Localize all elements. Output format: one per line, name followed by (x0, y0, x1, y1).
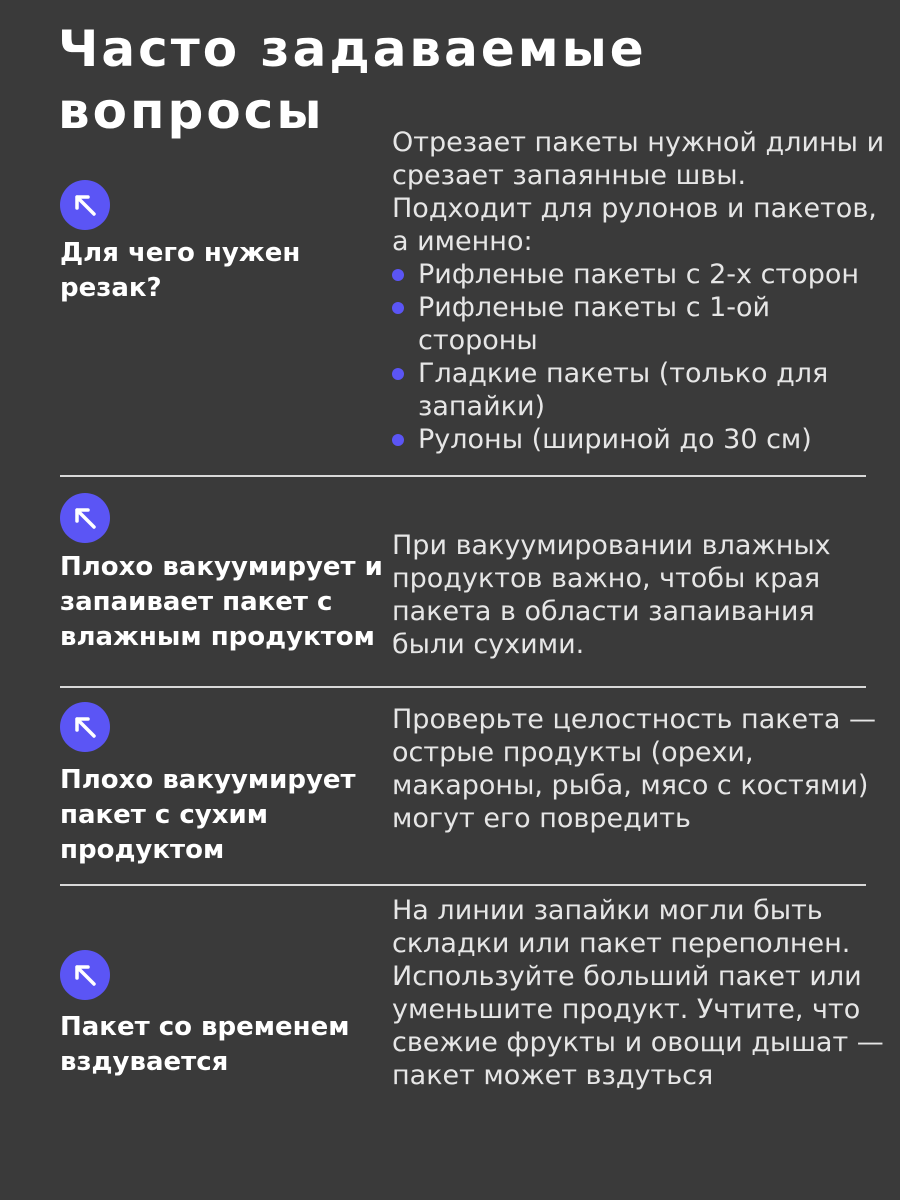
list-item: Рифленые пакеты с 2-х сторон (392, 258, 887, 291)
arrow-up-left-icon (60, 950, 110, 1000)
divider (60, 884, 866, 886)
faq-answer: При вакуумировании влажных продуктов важно, чтобы края пакета в области запаивания были сухими. (392, 530, 831, 660)
arrow-up-left-icon (60, 493, 110, 543)
faq-question: Плохо вакуумирует пакет с сухим продуктом (60, 765, 356, 865)
faq-question: Плохо вакуумирует и запаивает пакет с влажным продуктом (60, 552, 383, 652)
faq-answer: Проверьте целостность пакета — острые продукты (орехи, макароны, рыба, мясо с костями) могут его повредить (392, 704, 877, 834)
page-title: Часто задаваемые вопросы (58, 20, 647, 140)
divider (60, 475, 866, 477)
answer-list (392, 258, 887, 456)
list-item: Гладкие пакеты (только для запайки) (392, 357, 887, 423)
arrow-up-left-icon (60, 180, 110, 230)
faq-answer (392, 126, 887, 456)
arrow-up-left-icon (60, 702, 110, 752)
faq-question: Для чего нужен резак? (60, 238, 301, 303)
list-item: Рифленые пакеты с 1-ой стороны (392, 291, 887, 357)
divider (60, 686, 866, 688)
faq-answer: На линии запайки могли быть складки или пакет переполнен. Используйте больший пакет или уменьшите продукт. Учтите, что свежие фрукты и овощи дышат — пакет может вздуться (392, 895, 884, 1091)
answer-intro: Отрезает пакеты нужной длины и срезает запаянные швы. Подходит для рулонов и пакетов, а именно: (392, 127, 885, 257)
faq-question: Пакет со временем вздувается (60, 1012, 350, 1077)
list-item: Рулоны (шириной до 30 см) (392, 423, 887, 456)
